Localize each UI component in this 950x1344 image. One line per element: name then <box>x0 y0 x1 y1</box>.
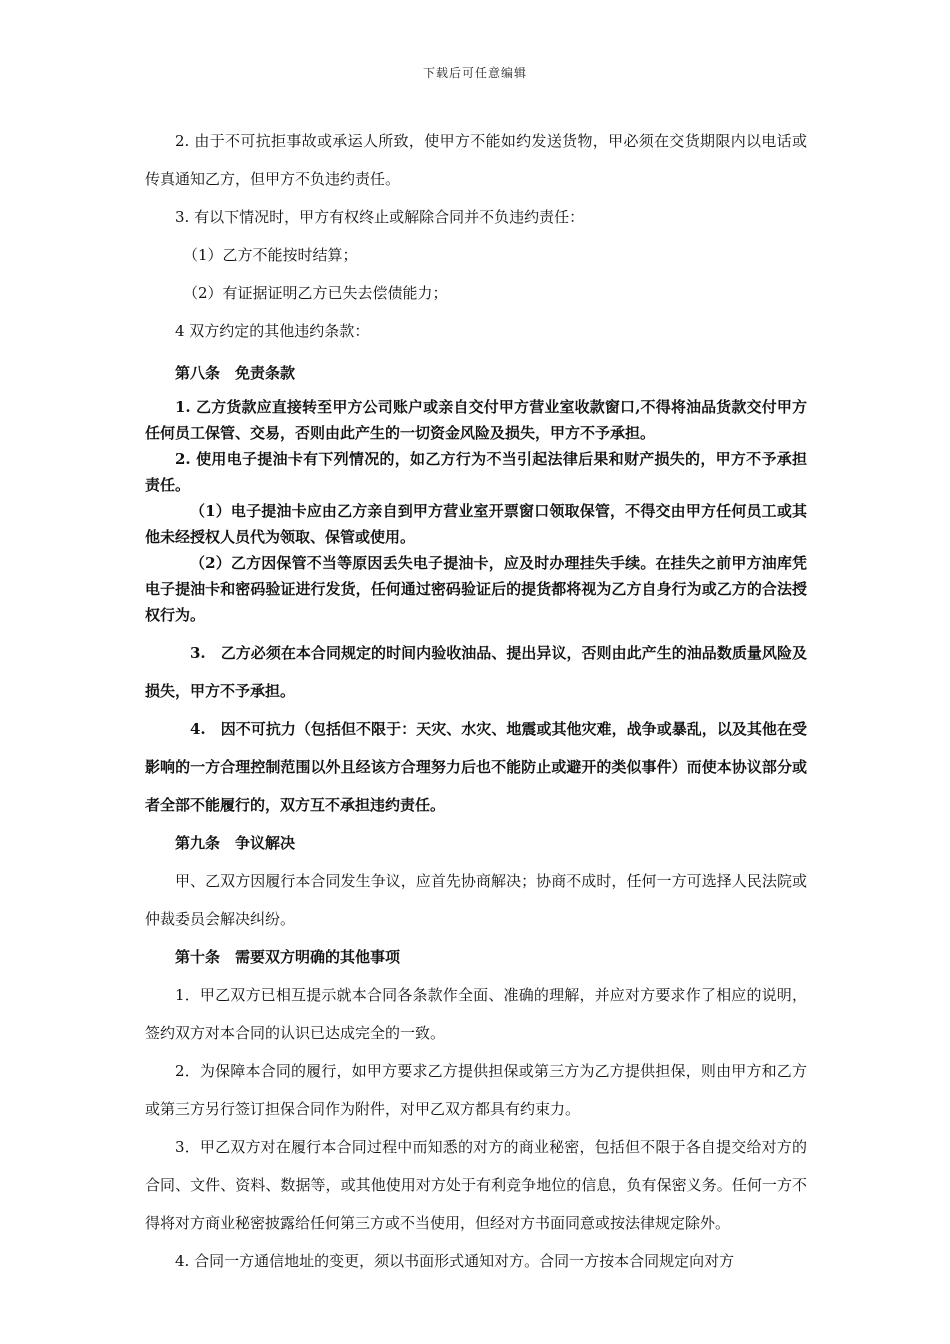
clause-8-1: 1. 乙方货款应直接转至甲方公司账户或亲自交付甲方营业室收款窗口,不得将油品货款交付甲方任何员工保管、交易，否则由此产生的一切资金风险及损失，甲方不予承担。 <box>145 398 807 442</box>
article-8-heading: 第八条 免责条款 <box>175 364 296 382</box>
clause-8-3: 3. 乙方必须在本合同规定的时间内验收油品、提出异议，否则由此产生的油品数质量风险及损失，甲方不予承担。 <box>145 644 807 700</box>
clause-8-2: 2. 使用电子提油卡有下列情况的，如乙方行为不当引起法律后果和财产损失的，甲方不予承担责任。 <box>145 450 807 494</box>
clause-10-1: 1．甲乙双方已相互提示就本合同各条款作全面、准确的理解，并应对方要求作了相应的说明，签约双方对本合同的认识已达成完全的一致。 <box>145 986 807 1042</box>
article-10-heading: 第十条 需要双方明确的其他事项 <box>175 948 401 966</box>
clause-9: 甲、乙双方因履行本合同发生争议，应首先协商解决；协商不成时，任何一方可选择人民法院或仲裁委员会解决纠纷。 <box>145 872 807 928</box>
clause-7-4: 4 双方约定的其他违约条款： <box>175 322 370 340</box>
clause-8-2-1: （1）电子提油卡应由乙方亲自到甲方营业室开票窗口领取保管，不得交由甲方任何员工或其他未经授权人员代为领取、保管或使用。 <box>145 502 807 546</box>
document-body <box>145 122 807 1280</box>
clause-7-3: 3. 有以下情况时，甲方有权终止或解除合同并不负违约责任： <box>175 208 585 226</box>
clause-7-3-2: （2）有证据证明乙方已失去偿债能力； <box>183 284 448 302</box>
clause-8-4: 4. 因不可抗力（包括但不限于：天灾、水灾、地震或其他灾难，战争或暴乱，以及其他在受影响的一方合理控制范围以外且经该方合理努力后也不能防止或避开的类似事件）而使本协议部分或者全部不能履行的，双方互不承担违约责任。 <box>145 720 807 814</box>
clause-10-4: 4. 合同一方通信地址的变更，须以书面形式通知对方。合同一方按本合同规定向对方 <box>175 1252 735 1270</box>
clause-10-3: 3．甲乙双方对在履行本合同过程中而知悉的对方的商业秘密，包括但不限于各自提交给对方的合同、文件、资料、数据等，或其他使用对方处于有利竞争地位的信息，负有保密义务。任何一方不得将对方商业秘密披露给任何第三方或不当使用，但经对方书面同意或按法律规定除外。 <box>145 1138 807 1232</box>
article-9-heading: 第九条 争议解决 <box>175 834 296 852</box>
clause-7-3-1: （1）乙方不能按时结算； <box>183 246 358 264</box>
clause-10-2: 2．为保障本合同的履行，如甲方要求乙方提供担保或第三方为乙方提供担保，则由甲方和乙方或第三方另行签订担保合同作为附件，对甲乙双方都具有约束力。 <box>145 1062 807 1118</box>
page-header-note: 下载后可任意编辑 <box>422 66 527 80</box>
clause-7-2: 2. 由于不可抗拒事故或承运人所致，使甲方不能如约发送货物，甲必须在交货期限内以电话或传真通知乙方，但甲方不负违约责任。 <box>145 132 807 188</box>
clause-8-2-2: （2）乙方因保管不当等原因丢失电子提油卡，应及时办理挂失手续。在挂失之前甲方油库凭电子提油卡和密码验证进行发货，任何通过密码验证后的提货都将视为乙方自身行为或乙方的合法授权行为。 <box>145 554 807 624</box>
